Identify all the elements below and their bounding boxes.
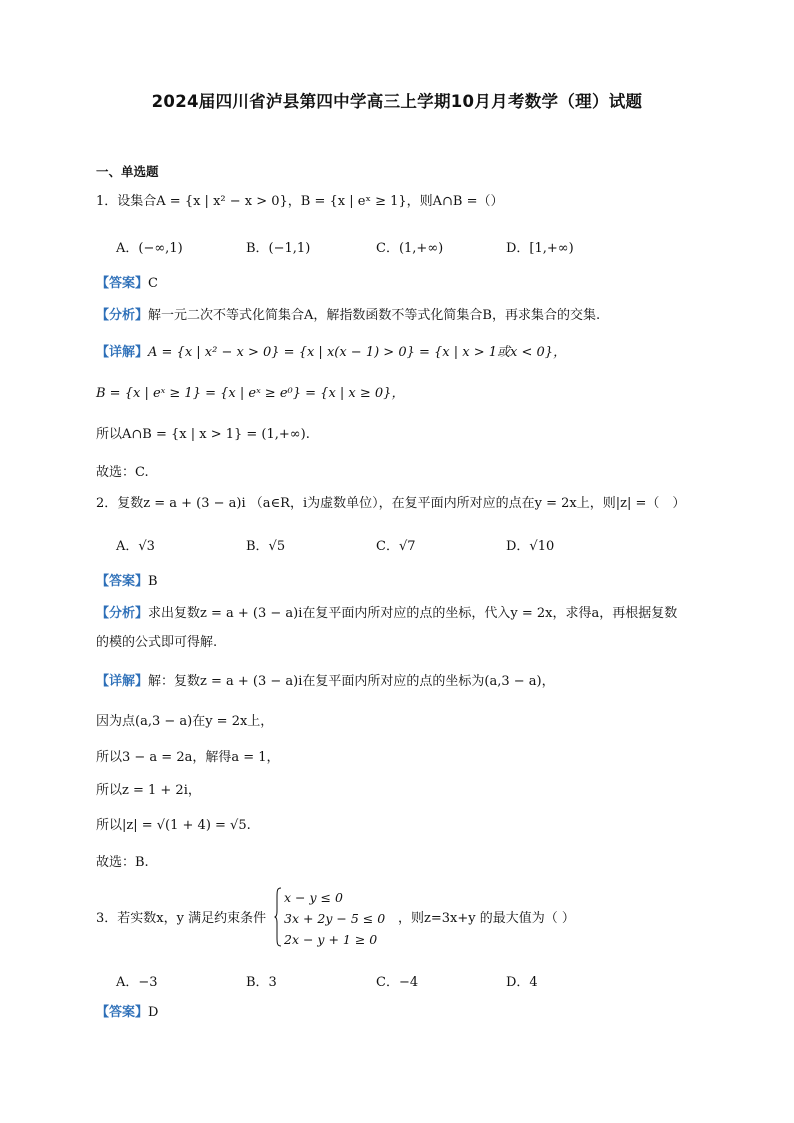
q1-detail-line-3: 所以A∩B = {x | x > 1} = (1,+∞).	[96, 427, 310, 442]
q2-detail-line-4: 所以z = 1 + 2i，	[96, 783, 201, 798]
q1-detail-line-1: A = {x | x² − x > 0} = {x | x(x − 1) > 0} = {x | x > 1或x < 0}，	[148, 345, 567, 360]
q2-detail-line-3: 所以3 − a = 2a，解得a = 1，	[96, 750, 280, 765]
q1-analysis	[96, 307, 600, 325]
answer-tag: 【答案】	[96, 1005, 149, 1020]
q2-option-a: A．√3	[116, 539, 155, 554]
q1-analysis-text: 解一元二次不等式化简集合A，解指数函数不等式化简集合B，再求集合的交集.	[148, 308, 601, 323]
q2-analysis-line-1: 求出复数z = a + (3 − a)i在复平面内所对应的点的坐标，代入y = 2x，求得a，再根据复数	[148, 606, 678, 621]
q3-option-c: C．−4	[376, 975, 419, 990]
analysis-tag: 【分析】	[96, 606, 149, 621]
q2-option-b: B．√5	[246, 539, 286, 554]
q1-answer	[96, 275, 158, 293]
q2-detail-line-1: 解：复数z = a + (3 − a)i在复平面内所对应的点的坐标为(a,3 − a)，	[148, 674, 555, 689]
q3-option-b: B．3	[246, 975, 277, 990]
q1-stem: 1．设集合A = {x | x² − x > 0}，B = {x | eˣ ≥ 1}，则A∩B =（）	[96, 194, 504, 209]
q3-options	[116, 971, 636, 990]
q2-stem: 2．复数z = a + (3 − a)i （a∈R，i为虚数单位），在复平面内所对应的点在y = 2x上，则|z| =（ ）	[96, 496, 686, 511]
q3-stem-before: 3．若实数x，y 满足约束条件	[96, 911, 267, 926]
q2-detail	[96, 673, 555, 691]
q1-option-c: C．(1,+∞)	[376, 241, 444, 256]
q2-detail-line-6: 故选：B.	[96, 855, 149, 870]
left-brace-icon	[274, 887, 282, 947]
q2-answer	[96, 573, 158, 591]
q3-constraint-2: 3x + 2y − 5 ≤ 0	[284, 911, 386, 926]
q3-option-d: D．4	[506, 975, 538, 990]
q3-answer-value: D	[148, 1005, 159, 1020]
q2-analysis	[96, 605, 677, 623]
q1-option-d: D．[1,+∞)	[506, 241, 574, 256]
q1-detail-line-2: B = {x | eˣ ≥ 1} = {x | eˣ ≥ e⁰} = {x | x ≥ 0}，	[96, 386, 405, 401]
detail-tag: 【详解】	[96, 345, 149, 360]
section-heading: 一、单选题	[96, 164, 159, 179]
q1-answer-value: C	[148, 276, 158, 291]
q3-answer	[96, 1004, 158, 1022]
analysis-tag: 【分析】	[96, 308, 149, 323]
q2-answer-value: B	[148, 574, 158, 589]
page-title: 2024届四川省泸县第四中学高三上学期10月月考数学（理）试题	[151, 92, 643, 111]
answer-tag: 【答案】	[96, 574, 149, 589]
q2-analysis-line-2: 的模的公式即可得解.	[96, 635, 218, 650]
q1-detail-line-4: 故选：C.	[96, 465, 149, 480]
q2-option-d: D．√10	[506, 539, 555, 554]
q3-constraint-1: x − y ≤ 0	[284, 890, 343, 905]
q1-option-a: A．(−∞,1)	[116, 241, 183, 256]
q3-stem-after: ，则z=3x+y 的最大值为（ ）	[398, 911, 575, 926]
q1-detail	[96, 344, 566, 362]
q3-option-a: A．−3	[116, 975, 158, 990]
q3-constraint-3: 2x − y + 1 ≥ 0	[284, 932, 378, 947]
detail-tag: 【详解】	[96, 674, 149, 689]
q1-option-b: B．(−1,1)	[246, 241, 311, 256]
q2-option-c: C．√7	[376, 539, 416, 554]
q2-detail-line-2: 因为点(a,3 − a)在y = 2x上，	[96, 714, 274, 729]
answer-tag: 【答案】	[96, 276, 149, 291]
q2-detail-line-5: 所以|z| = √(1 + 4) = √5.	[96, 818, 251, 833]
q1-options	[116, 237, 636, 256]
q2-options	[116, 535, 636, 554]
